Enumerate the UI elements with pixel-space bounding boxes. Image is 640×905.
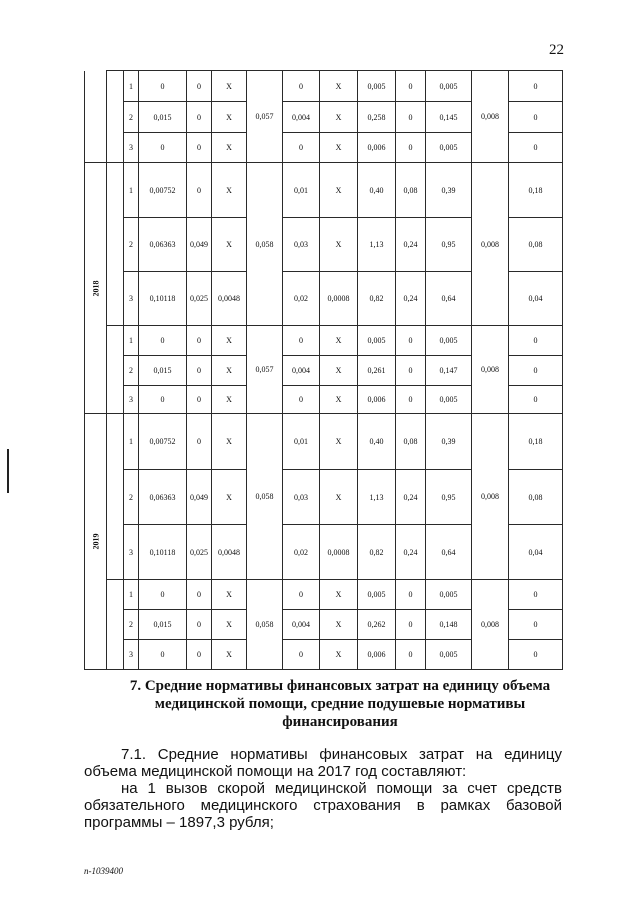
table-cell: 0,00752 — [139, 163, 187, 218]
table-row — [85, 414, 563, 470]
table-cell: 0,058 — [247, 163, 283, 326]
table-cell: 0 — [283, 640, 320, 670]
table-cell: 0,057 — [247, 71, 283, 163]
table-cell: 0 — [187, 386, 212, 414]
group-label-insured-2019 — [107, 414, 124, 580]
table-cell: X — [320, 71, 358, 102]
table-cell: 0,02 — [283, 272, 320, 326]
table-cell: X — [212, 470, 247, 525]
table-cell: 0,0048 — [212, 525, 247, 580]
section-title — [95, 677, 585, 731]
table-cell: 0,004 — [283, 610, 320, 640]
table-cell: 0,006 — [358, 640, 396, 670]
table-cell: 0,015 — [139, 610, 187, 640]
table-cell: 0,39 — [426, 163, 472, 218]
table-cell: 0,95 — [426, 218, 472, 272]
table-cell: 0,025 — [187, 272, 212, 326]
table-cell: 0,147 — [426, 356, 472, 386]
table-cell: 0 — [396, 71, 426, 102]
table-cell: 0,06363 — [139, 218, 187, 272]
table-cell: 2 — [124, 610, 139, 640]
table-cell: 3 — [124, 386, 139, 414]
table-cell: 0,008 — [472, 326, 509, 414]
table-cell: 0,049 — [187, 470, 212, 525]
table-cell: 0,005 — [358, 326, 396, 356]
table-cell: 0 — [396, 102, 426, 133]
table-cell: X — [320, 356, 358, 386]
table-row — [85, 326, 563, 356]
table-cell: 0,03 — [283, 470, 320, 525]
table-cell: 0,01 — [283, 163, 320, 218]
table-cell: 0,005 — [358, 580, 396, 610]
table-cell: 0,82 — [358, 525, 396, 580]
table-cell: X — [320, 610, 358, 640]
table-cell: X — [212, 71, 247, 102]
table-cell: 0,00752 — [139, 414, 187, 470]
table-cell: X — [320, 386, 358, 414]
table-cell: 0 — [509, 133, 563, 163]
paragraph-ambulance: на 1 вызов скорой медицинской помощи за счет средств обязательного медицинского страхования в рамках базовой программы – 1897,3 рубля; — [84, 780, 562, 831]
table-cell: 0,004 — [283, 356, 320, 386]
table-cell: 0,145 — [426, 102, 472, 133]
table-cell: 0,01 — [283, 414, 320, 470]
table-cell: X — [320, 102, 358, 133]
table-cell: 0,03 — [283, 218, 320, 272]
table-cell: 0,015 — [139, 102, 187, 133]
table-cell: 2 — [124, 470, 139, 525]
paragraph-7-1: 7.1. Средние нормативы финансовых затрат на единицу объема медицинской помощи на 2017 год составляют: — [84, 746, 562, 780]
table-cell: 1 — [124, 580, 139, 610]
table-cell: X — [320, 326, 358, 356]
page-number: 22 — [549, 42, 564, 58]
table-cell: 0 — [396, 580, 426, 610]
table-cell: 0 — [139, 386, 187, 414]
table-cell: 1 — [124, 163, 139, 218]
table-cell: 0,005 — [426, 386, 472, 414]
table-cell: X — [212, 414, 247, 470]
table-cell: 0 — [139, 580, 187, 610]
table-cell: 0,0008 — [320, 272, 358, 326]
table-cell: 0,24 — [396, 272, 426, 326]
table-cell: 1 — [124, 326, 139, 356]
table-cell: 0 — [187, 102, 212, 133]
table-cell: 0,24 — [396, 525, 426, 580]
table-cell: 0,015 — [139, 356, 187, 386]
table-cell: 0,04 — [509, 272, 563, 326]
table-cell: 0,08 — [396, 163, 426, 218]
table-cell: 2 — [124, 102, 139, 133]
table-cell: 0 — [187, 580, 212, 610]
table-cell: 0,148 — [426, 610, 472, 640]
table-cell: 0,008 — [472, 414, 509, 580]
table-cell: X — [212, 610, 247, 640]
table-cell: 0,005 — [426, 640, 472, 670]
year-2018: 2018 — [85, 163, 107, 414]
table-cell: 0 — [283, 326, 320, 356]
table-cell: 0,058 — [247, 580, 283, 670]
table-cell: 0 — [396, 326, 426, 356]
table-cell — [85, 71, 107, 163]
table-cell: X — [212, 386, 247, 414]
table-cell: 0,057 — [247, 326, 283, 414]
table-cell: 0,10118 — [139, 525, 187, 580]
table-cell: 0 — [509, 580, 563, 610]
table-cell: 0 — [187, 133, 212, 163]
table-cell: 0 — [187, 71, 212, 102]
table-cell: 0,006 — [358, 386, 396, 414]
group-label-insured — [107, 163, 124, 326]
table-cell: X — [212, 356, 247, 386]
table-row — [85, 163, 563, 218]
table-cell: 0 — [396, 610, 426, 640]
table-cell: 2 — [124, 356, 139, 386]
table-cell: 0,08 — [509, 470, 563, 525]
table-cell: 0,06363 — [139, 470, 187, 525]
table-row — [85, 580, 563, 610]
table-cell: X — [212, 163, 247, 218]
table-cell: X — [320, 580, 358, 610]
table-cell: 0,261 — [358, 356, 396, 386]
table-cell: 0,005 — [426, 71, 472, 102]
table-cell: 0,262 — [358, 610, 396, 640]
table-row — [85, 71, 563, 102]
table-cell: 3 — [124, 525, 139, 580]
table-cell: 1 — [124, 71, 139, 102]
table-cell: X — [320, 133, 358, 163]
year-2019: 2019 — [85, 414, 107, 670]
table-cell: 2 — [124, 218, 139, 272]
table-cell: 0 — [509, 326, 563, 356]
table-cell: 0 — [283, 386, 320, 414]
body-text — [84, 746, 562, 831]
table-cell: 0,24 — [396, 470, 426, 525]
table-cell: 0,008 — [472, 580, 509, 670]
table-cell: 0 — [187, 163, 212, 218]
scan-artifact — [7, 449, 9, 493]
table-cell: 0 — [283, 71, 320, 102]
table-cell: 0,40 — [358, 163, 396, 218]
table-cell: 0,058 — [247, 414, 283, 580]
table-cell: 0,008 — [472, 163, 509, 326]
table-cell: X — [320, 414, 358, 470]
table-cell: 1 — [124, 414, 139, 470]
table-cell: 0 — [509, 386, 563, 414]
section-title-line: финансирования — [282, 714, 398, 730]
table-cell: X — [212, 640, 247, 670]
group-label-resident — [107, 71, 124, 163]
table-cell: 0,02 — [283, 525, 320, 580]
table-cell: 0,39 — [426, 414, 472, 470]
table-cell: 0,40 — [358, 414, 396, 470]
section-title-line: 7. Средние нормативы финансовых затрат на единицу объема — [129, 678, 551, 694]
table-cell: 0 — [283, 133, 320, 163]
table-cell: 0 — [139, 133, 187, 163]
table-cell: 0 — [509, 610, 563, 640]
table-cell: 0 — [187, 326, 212, 356]
table-cell: 0,025 — [187, 525, 212, 580]
table-cell: 0,005 — [358, 71, 396, 102]
table-cell: 0 — [509, 71, 563, 102]
table-cell: X — [320, 640, 358, 670]
table-cell: 0,004 — [283, 102, 320, 133]
table-cell: 0 — [396, 640, 426, 670]
table-cell: 0,049 — [187, 218, 212, 272]
table-cell: 0,64 — [426, 525, 472, 580]
table-cell: 0,005 — [426, 133, 472, 163]
table-cell: 0 — [187, 414, 212, 470]
table-cell: 0 — [396, 386, 426, 414]
table-cell: 0,006 — [358, 133, 396, 163]
section-title-line: медицинской помощи, средние подушевые нормативы — [154, 696, 526, 712]
table-cell: 0,005 — [426, 580, 472, 610]
table-cell: 0 — [283, 580, 320, 610]
table-cell: 0,005 — [426, 326, 472, 356]
table-cell: 0,258 — [358, 102, 396, 133]
table-cell: 0 — [396, 356, 426, 386]
group-label-resident — [107, 326, 124, 414]
table-cell: 0,82 — [358, 272, 396, 326]
table-cell: X — [212, 133, 247, 163]
table-cell: 0,008 — [472, 71, 509, 163]
table-cell: 0,0048 — [212, 272, 247, 326]
table-cell: 0 — [139, 71, 187, 102]
table-cell: 0 — [187, 610, 212, 640]
table-cell: 1,13 — [358, 218, 396, 272]
table-cell: 0,04 — [509, 525, 563, 580]
table-cell: 0,64 — [426, 272, 472, 326]
table-cell: X — [212, 102, 247, 133]
table-cell: 3 — [124, 640, 139, 670]
table-cell: 0,24 — [396, 218, 426, 272]
table-cell: 0 — [509, 102, 563, 133]
table-cell: 3 — [124, 133, 139, 163]
table-cell: X — [320, 218, 358, 272]
table-cell: 0 — [396, 133, 426, 163]
table-cell: 1,13 — [358, 470, 396, 525]
table-cell: 0 — [187, 356, 212, 386]
table-cell: 0,18 — [509, 163, 563, 218]
table-cell: X — [320, 470, 358, 525]
table-cell: 0,08 — [396, 414, 426, 470]
table-cell: 0 — [139, 326, 187, 356]
table-cell: 0 — [509, 356, 563, 386]
table-cell: X — [212, 580, 247, 610]
table-cell: X — [320, 163, 358, 218]
table-cell: 0,10118 — [139, 272, 187, 326]
table-cell: 0,08 — [509, 218, 563, 272]
table-cell: X — [212, 326, 247, 356]
table-cell: 0,0008 — [320, 525, 358, 580]
group-label-resident — [107, 580, 124, 670]
table-cell: 0 — [509, 640, 563, 670]
table-cell: 3 — [124, 272, 139, 326]
table-cell: X — [212, 218, 247, 272]
table-cell: 0,95 — [426, 470, 472, 525]
document-code: п-1039400 — [84, 866, 123, 876]
norms-table — [84, 70, 563, 670]
table-cell: 0 — [139, 640, 187, 670]
table-cell: 0 — [187, 640, 212, 670]
table-cell: 0,18 — [509, 414, 563, 470]
